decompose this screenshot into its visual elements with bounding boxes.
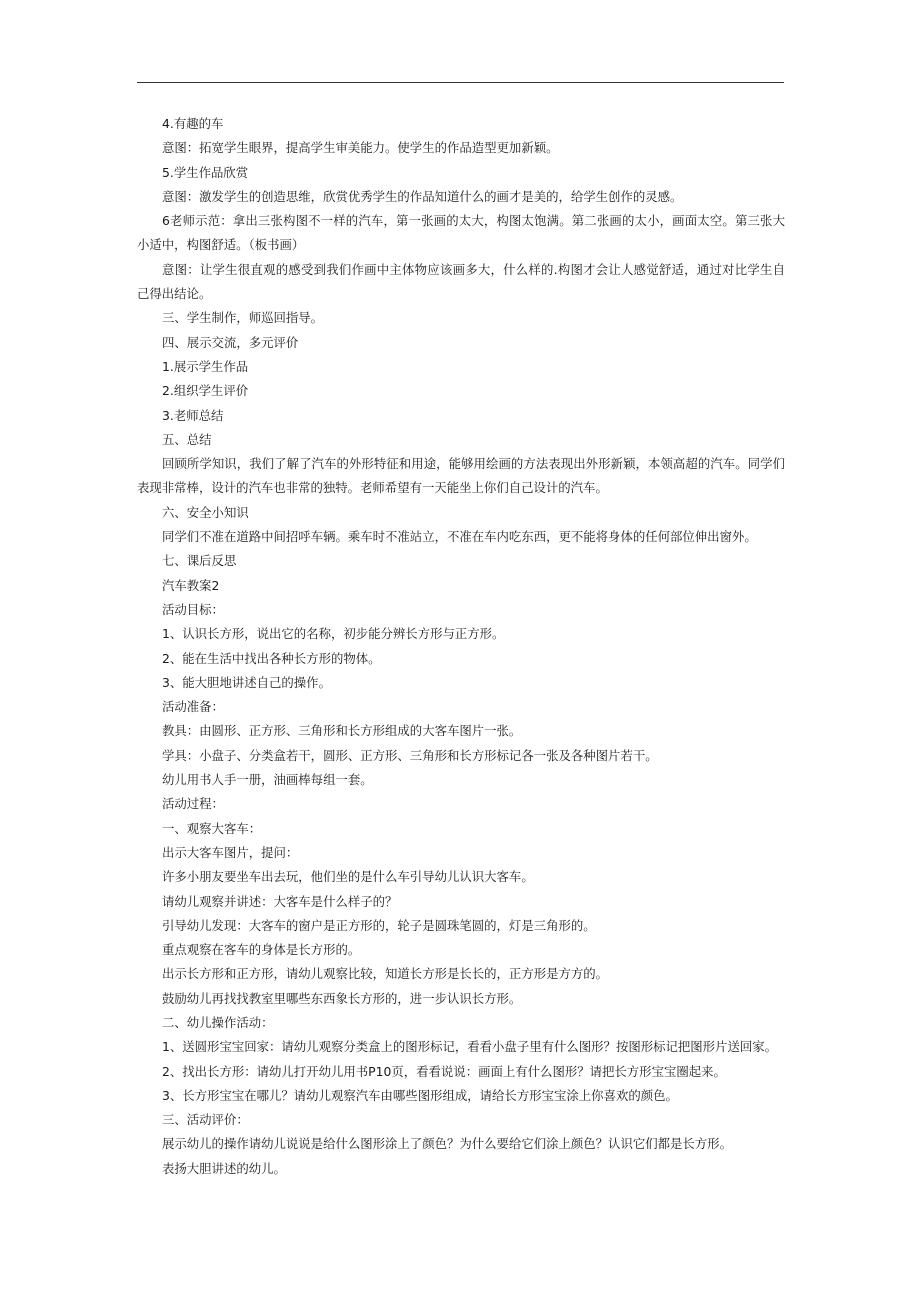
paragraph: 表扬大胆讲述的幼儿。 — [162, 1160, 286, 1176]
paragraph: 回顾所学知识，我们了解了汽车的外形特征和用途，能够用绘画的方法表现出外形新颖，本领高超的汽车。同学们表现非常棒，设计的汽车也非常的独特。老师希望有一天能坐上你们自己设计的汽车。 — [137, 456, 785, 496]
paragraph: 6老师示范：拿出三张构图不一样的汽车，第一张画的太大，构图太饱满。第二张画的太小，画面太空。第三张大小适中，构图舒适。（板书画） — [137, 213, 785, 253]
paragraph: 出示大客车图片，提问： — [162, 844, 299, 860]
paragraph: 意图：拓宽学生眼界，提高学生审美能力。使学生的作品造型更加新颖。 — [162, 140, 559, 156]
paragraph: 引导幼儿发现：大客车的窗户是正方形的，轮子是圆珠笔圆的，灯是三角形的。 — [162, 917, 596, 933]
paragraph: 六、安全小知识 — [162, 504, 249, 520]
paragraph: 2、找出长方形：请幼儿打开幼儿用书P10页，看看说说：画面上有什么图形？请把长方形宝宝圈起来。 — [162, 1063, 726, 1079]
paragraph: 3、能大胆地讲述自己的操作。 — [162, 674, 331, 690]
paragraph: 活动过程： — [162, 796, 224, 812]
paragraph: 意图：激发学生的创造思维，欣赏优秀学生的作品知道什么的画才是美的，给学生创作的灵感。 — [162, 188, 683, 204]
paragraph: 出示长方形和正方形，请幼儿观察比较，知道长方形是长长的，正方形是方方的。 — [162, 966, 609, 982]
paragraph: 教具：由圆形、正方形、三角形和长方形组成的大客车图片一张。 — [162, 723, 522, 739]
paragraph: 4.有趣的车 — [162, 116, 224, 131]
paragraph: 二、幼儿操作活动： — [162, 1014, 274, 1030]
paragraph: 四、展示交流，多元评价 — [162, 334, 299, 350]
paragraph: 许多小朋友要坐车出去玩，他们坐的是什么车引导幼儿认识大客车。 — [162, 869, 534, 885]
paragraph: 2、能在生活中找出各种长方形的物体。 — [162, 650, 381, 666]
paragraph: 请幼儿观察并讲述：大客车是什么样子的？ — [162, 893, 398, 909]
paragraph: 展示幼儿的操作请幼儿说说是给什么图形涂上了颜色？为什么要给它们涂上颜色？认识它们都是长方形。 — [162, 1136, 732, 1152]
paragraph: 2.组织学生评价 — [162, 383, 249, 399]
paragraph: 重点观察在客车的身体是长方形的。 — [162, 942, 361, 958]
paragraph: 七、课后反思 — [162, 553, 237, 569]
paragraph: 1.展示学生作品 — [162, 358, 249, 374]
header-rule — [137, 82, 784, 83]
paragraph: 1、认识长方形，说出它的名称，初步能分辨长方形与正方形。 — [162, 626, 505, 642]
paragraph: 鼓励幼儿再找找教室里哪些东西象长方形的，进一步认识长方形。 — [162, 990, 522, 1006]
paragraph: 一、观察大客车： — [162, 820, 262, 836]
paragraph: 学具：小盘子、分类盒若干，圆形、正方形、三角形和长方形标记各一张及各种图片若干。 — [162, 747, 658, 763]
paragraph: 3、长方形宝宝在哪儿？请幼儿观察汽车由哪些图形组成，请给长方形宝宝涂上你喜欢的颜色。 — [162, 1087, 678, 1103]
paragraph: 五、总结 — [162, 431, 212, 447]
paragraph: 幼儿用书人手一册，油画棒每组一套。 — [162, 772, 373, 788]
paragraph: 3.老师总结 — [162, 407, 224, 423]
paragraph: 1、送圆形宝宝回家：请幼儿观察分类盒上的图形标记，看看小盘子里有什么图形？按图形标记把图形片送回家。 — [162, 1039, 778, 1055]
paragraph: 活动准备： — [162, 699, 224, 715]
paragraph: 意图：让学生很直观的感受到我们作画中主体物应该画多大，什么样的.构图才会让人感觉舒适，通过对比学生自己得出结论。 — [137, 261, 785, 302]
document-body — [137, 112, 785, 1181]
paragraph: 活动目标： — [162, 601, 224, 617]
paragraph: 同学们不准在道路中间招呼车辆。乘车时不准站立，不准在车内吃东西，更不能将身体的任何部位伸出窗外。 — [162, 529, 757, 545]
paragraph: 三、活动评价： — [162, 1112, 249, 1128]
paragraph: 5.学生作品欣赏 — [162, 164, 249, 180]
paragraph: 汽车教案2 — [162, 577, 220, 593]
paragraph: 三、学生制作，师巡回指导。 — [162, 310, 324, 326]
